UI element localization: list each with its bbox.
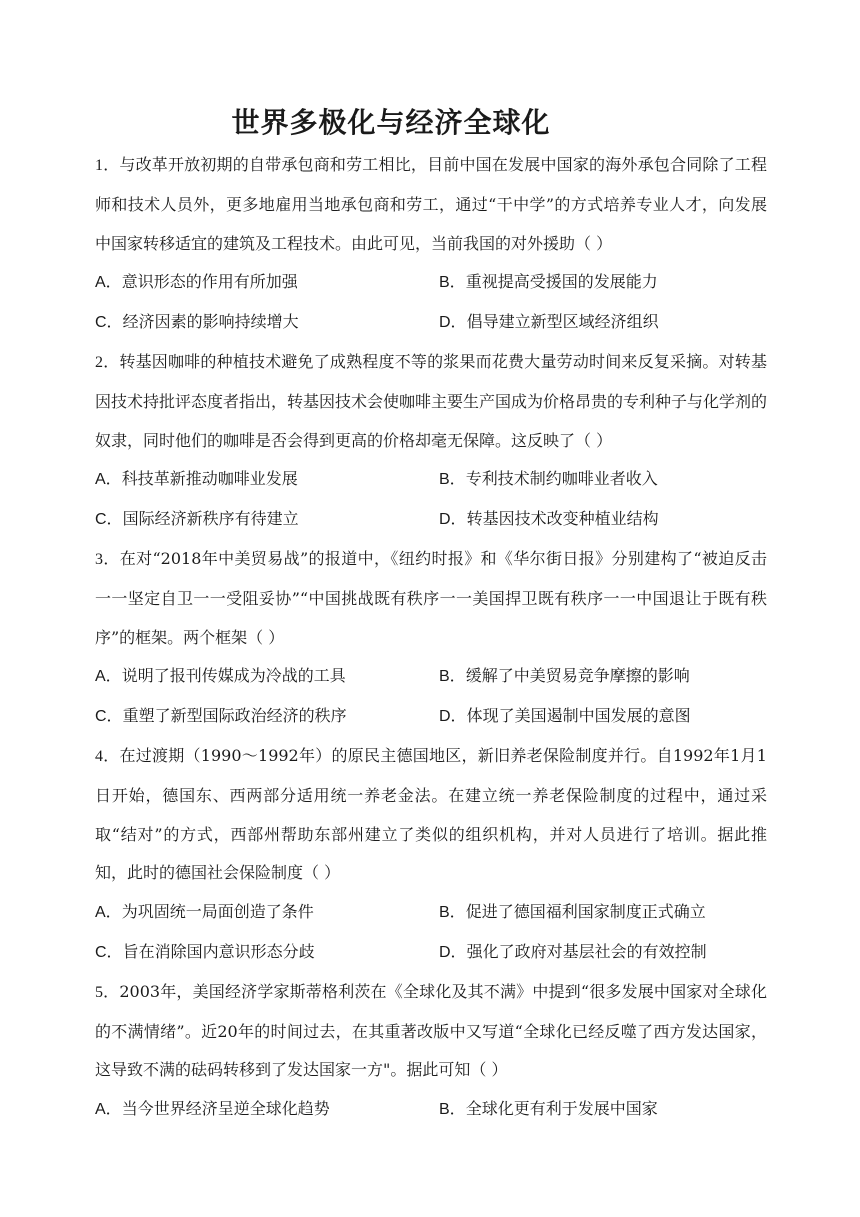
question-5: [95, 973, 767, 1130]
option-letter: C．: [95, 943, 123, 961]
option-d: [439, 697, 767, 737]
option-letter: B．: [439, 274, 466, 292]
question-3: [95, 540, 767, 737]
question-stem: [95, 737, 767, 893]
option-letter: B．: [439, 668, 466, 686]
option-text: 体现了美国遏制中国发展的意图: [466, 706, 691, 726]
option-a: [95, 657, 439, 697]
question-number: 2．: [95, 353, 120, 371]
option-text: 旨在消除国内意识形态分歧: [122, 941, 315, 961]
option-c: [95, 500, 439, 540]
option-letter: D．: [439, 314, 467, 332]
option-letter: D．: [439, 511, 467, 529]
option-a: [95, 460, 439, 500]
option-a: [95, 263, 439, 303]
option-text: 全球化更有利于发展中国家: [465, 1099, 658, 1119]
option-b: [439, 263, 767, 303]
option-grid: [95, 263, 767, 343]
question-stem: [95, 146, 767, 263]
option-b: [439, 893, 767, 933]
option-text: 缓解了中美贸易竞争摩擦的影响: [465, 666, 690, 686]
option-text: 国际经济新秩序有待建立: [122, 509, 299, 529]
option-text: 重视提高受援国的发展能力: [465, 272, 658, 292]
option-letter: B．: [439, 471, 466, 489]
option-letter: A．: [95, 471, 122, 489]
question-2: [95, 343, 767, 540]
option-letter: C．: [95, 314, 123, 332]
option-d: [439, 933, 767, 973]
option-text: 当今世界经济呈逆全球化趋势: [121, 1099, 330, 1119]
question-list: [95, 146, 767, 1130]
option-grid: [95, 460, 767, 540]
option-c: [95, 303, 439, 343]
option-grid: [95, 893, 767, 973]
option-letter: C．: [95, 511, 123, 529]
option-letter: D．: [439, 708, 467, 726]
option-text: 科技革新推动咖啡业发展: [121, 469, 298, 489]
option-letter: C．: [95, 708, 123, 726]
option-c: [95, 697, 439, 737]
option-grid: [95, 657, 767, 737]
option-a: [95, 893, 439, 933]
option-b: [439, 657, 767, 697]
question-text: 2003年，美国经济学家斯蒂格利茨在《全球化及其不满》中提到“很多发展中国家对全球化的不满情绪”。近20年的时间过去，在其重著改版中又写道“全球化已经反噬了西方发达国家，这导致不满的砝码转移到了发达国家一方"。据此可知（ ）: [95, 981, 767, 1080]
page-title: 世界多极化与经济全球化: [231, 106, 551, 139]
option-text: 专利技术制约咖啡业者收入: [465, 469, 658, 489]
option-letter: A．: [95, 274, 122, 292]
option-a: [95, 1090, 439, 1130]
option-grid: [95, 1090, 767, 1130]
option-text: 说明了报刊传媒成为冷战的工具: [121, 666, 346, 686]
question-number: 1．: [95, 157, 120, 174]
option-d: [439, 500, 767, 540]
option-b: [439, 1090, 767, 1130]
option-d: [439, 303, 767, 343]
option-text: 转基因技术改变种植业结构: [466, 509, 659, 529]
question-stem: [95, 540, 767, 657]
question-text: 与改革开放初期的自带承包商和劳工相比，目前中国在发展中国家的海外承包合同除了工程师和技术人员外，更多地雇用当地承包商和劳工，通过“干中学”的方式培养专业人才，向发展中国家转移适宜的建筑及工程技术。由此可见，当前我国的对外援助（ ）: [95, 155, 767, 253]
option-text: 重塑了新型国际政治经济的秩序: [122, 706, 347, 726]
question-number: 5．: [95, 983, 120, 1001]
question-1: [95, 146, 767, 343]
question-stem: [95, 973, 767, 1090]
option-b: [439, 460, 767, 500]
question-text: 转基因咖啡的种植技术避免了成熟程度不等的浆果而花费大量劳动时间来反复采摘。对转基因技术持批评态度者指出，转基因技术会使咖啡主要生产国成为价格昂贵的专利种子与化学剂的奴隶，同时他们的咖啡是否会得到更高的价格却毫无保障。这反映了（ ）: [95, 351, 768, 450]
option-letter: B．: [439, 1101, 466, 1119]
option-text: 倡导建立新型区域经济组织: [466, 312, 659, 332]
option-letter: B．: [439, 904, 466, 922]
option-text: 意识形态的作用有所加强: [121, 272, 298, 292]
question-stem: [95, 343, 767, 460]
option-text: 强化了政府对基层社会的有效控制: [466, 941, 707, 961]
question-number: 3．: [95, 550, 120, 568]
option-letter: A．: [95, 904, 122, 922]
option-c: [95, 933, 439, 973]
option-letter: A．: [95, 1101, 122, 1119]
option-text: 经济因素的影响持续增大: [122, 312, 299, 332]
option-text: 为巩固统一局面创造了条件: [121, 902, 314, 922]
question-4: [95, 737, 767, 973]
option-letter: D．: [439, 943, 467, 961]
option-letter: A．: [95, 668, 122, 686]
question-text: 在过渡期（1990～1992年）的原民主德国地区，新旧养老保险制度并行。自1992年1月1日开始，德国东、西两部分适用统一养老金法。在建立统一养老保险制度的过程中，通过采取“结对”的方式，西部州帮助东部州建立了类似的组织机构，并对人员进行了培训。据此推知，此时的德国社会保险制度（ ）: [95, 745, 767, 883]
question-text: 在对“2018年中美贸易战”的报道中，《纽约时报》和《华尔街日报》分别建构了“被迫反击一一坚定自卫一一受阻妥协”“中国挑战既有秩序一一美国捍卫既有秩序一一中国退让于既有秩序”的框架。两个框架（ ）: [95, 548, 767, 647]
option-text: 促进了德国福利国家制度正式确立: [465, 902, 706, 922]
question-number: 4．: [95, 747, 120, 765]
